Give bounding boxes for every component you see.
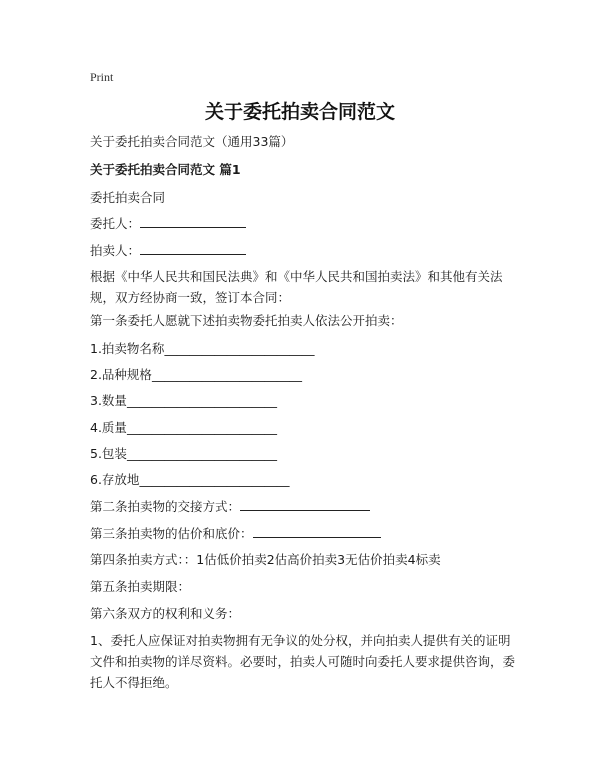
item-row <box>90 367 302 383</box>
article-6: 第六条双方的权利和义务： <box>90 606 241 621</box>
article-3: 第三条拍卖物的估价和底价： <box>90 526 253 541</box>
item-label: 3.数量 <box>90 393 127 408</box>
item-row <box>90 446 277 462</box>
item-label: 1.拍卖物名称 <box>90 341 165 356</box>
item-row <box>90 472 289 488</box>
item-label: 4.质量 <box>90 420 127 435</box>
client-label: 委托人： <box>90 216 141 231</box>
preamble-paragraph: 根据《中华人民共和国民法典》和《中华人民共和国拍卖法》和其他有关法规，双方经协商一致，签订本合同： <box>90 269 503 305</box>
item-row <box>90 420 277 436</box>
article-3-blank <box>253 526 381 538</box>
item-blank: ________________________ <box>151 367 302 382</box>
auctioneer-label: 拍卖人： <box>90 243 141 258</box>
article-5: 第五条拍卖期限： <box>90 579 191 594</box>
item-blank: ________________________ <box>139 472 290 487</box>
auctioneer-row <box>90 243 246 259</box>
client-blank <box>140 216 246 228</box>
item-blank: ________________________ <box>126 393 277 408</box>
auctioneer-blank <box>140 243 246 255</box>
article-1: 第一条委托人愿就下述拍卖物委托拍卖人依法公开拍卖： <box>90 313 403 328</box>
section-heading: 关于委托拍卖合同范文 篇1 <box>90 162 241 177</box>
article-3-row <box>90 526 381 542</box>
item-row <box>90 393 277 409</box>
print-link[interactable]: Print <box>90 70 114 84</box>
article-2-blank <box>240 499 370 511</box>
item-blank: ________________________ <box>164 341 315 356</box>
item-label: 5.包装 <box>90 446 127 461</box>
item-row <box>90 341 314 357</box>
client-row <box>90 216 246 232</box>
page-title: 关于委托拍卖合同范文 <box>204 101 395 123</box>
document-subtitle: 关于委托拍卖合同范文（通用33篇） <box>90 134 294 149</box>
item-label: 6.存放地 <box>90 472 140 487</box>
item-blank: ________________________ <box>126 446 277 461</box>
article-2-row <box>90 499 370 515</box>
article-4: 第四条拍卖方式：：1估低价拍卖2估高价拍卖3无估价拍卖4标卖 <box>90 552 441 567</box>
article-2: 第二条拍卖物的交接方式： <box>90 499 241 514</box>
contract-title: 委托拍卖合同 <box>90 190 166 205</box>
item-blank: ________________________ <box>126 420 277 435</box>
clause-1-paragraph: 1、委托人应保证对拍卖物拥有无争议的处分权，并向拍卖人提供有关的证明文件和拍卖物的详尽资料。必要时，拍卖人可随时向委托人要求提供咨询，委托人不得拒绝。 <box>90 633 516 690</box>
item-label: 2.品种规格 <box>90 367 152 382</box>
